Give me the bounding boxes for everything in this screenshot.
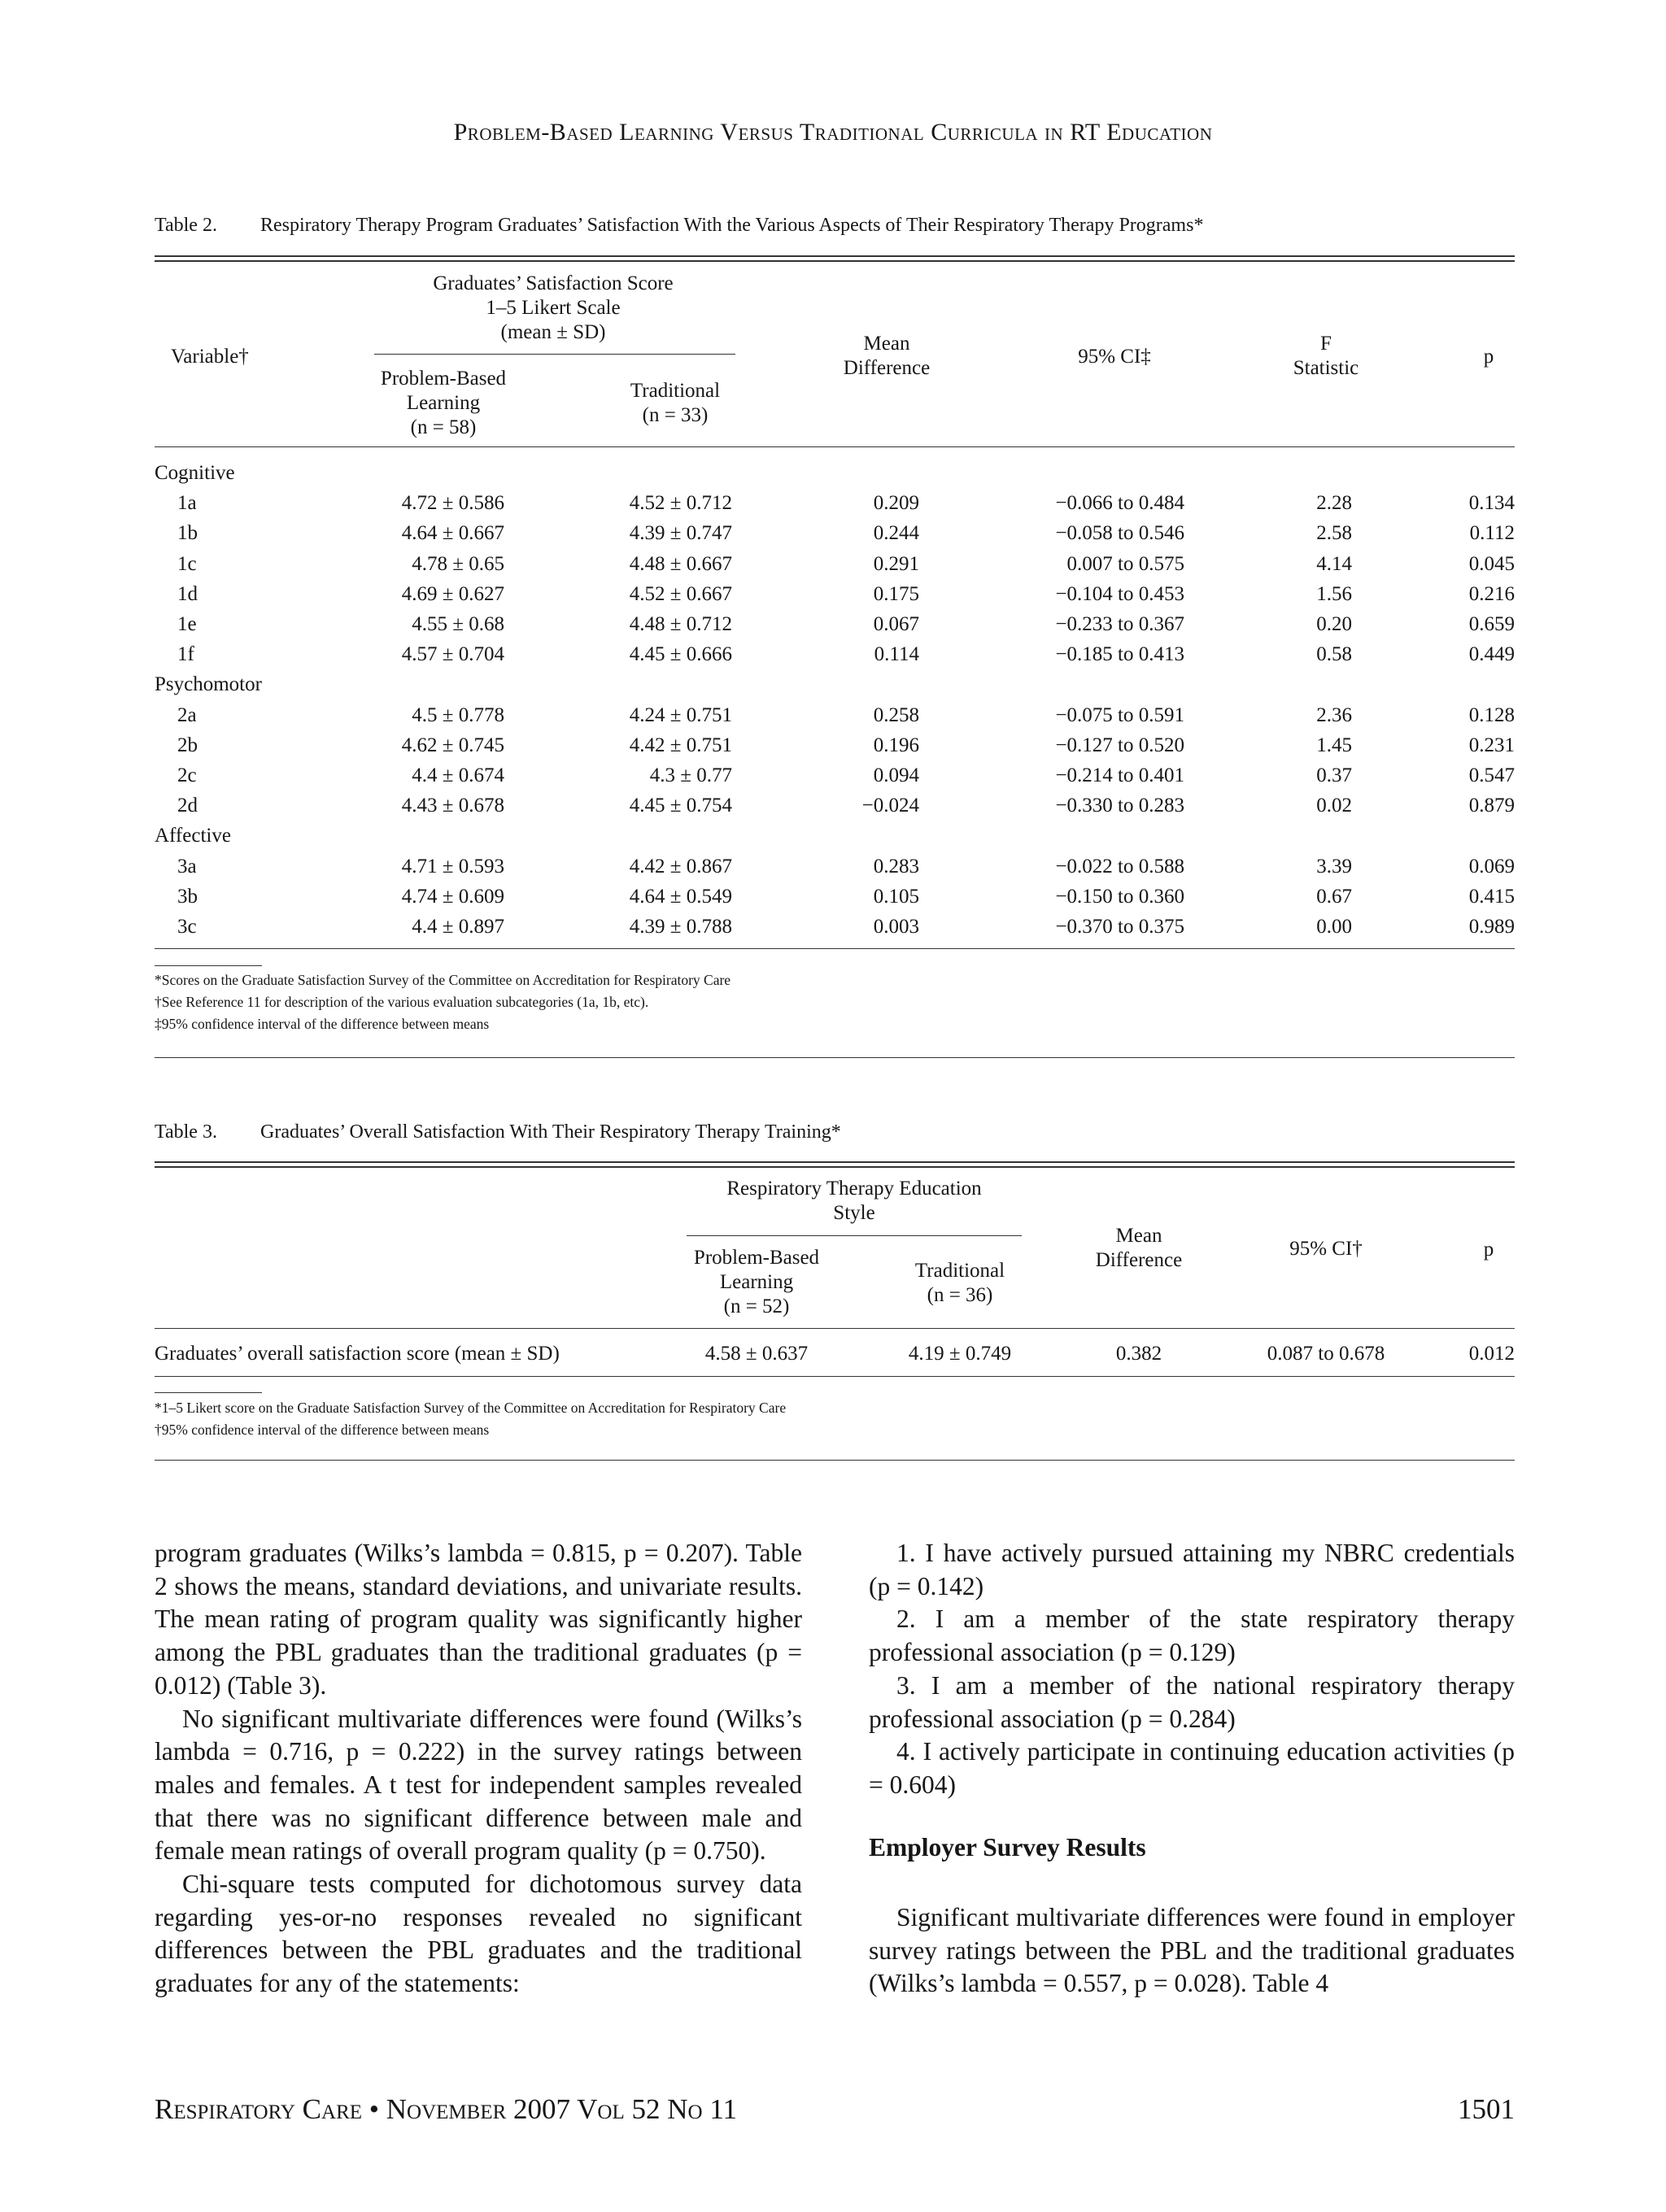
right-column-after xyxy=(869,1901,1515,2001)
table3-number: Table 3. xyxy=(155,1121,217,1143)
table2-cell-p: 0.134 xyxy=(1468,492,1515,515)
table2-cell-f: 1.45 xyxy=(1316,734,1352,756)
table2-cell-trad: 4.3 ± 0.77 xyxy=(649,764,732,786)
table3-col-trad-line2: (n = 36) xyxy=(927,1284,993,1306)
table2-cell-trad: 4.52 ± 0.667 xyxy=(629,582,732,605)
table2-row-label: 3c xyxy=(177,916,197,938)
table2-cell-f: 0.00 xyxy=(1316,916,1352,938)
section-heading: Employer Survey Results xyxy=(869,1833,1146,1861)
page-number: 1501 xyxy=(1458,2093,1515,2125)
table2-cell-trad: 4.39 ± 0.788 xyxy=(629,916,732,938)
table2-cell-pbl: 4.69 ± 0.627 xyxy=(401,582,504,605)
table2-col-trad-line1: Traditional xyxy=(630,380,721,402)
table2-row-label: 2a xyxy=(177,703,197,726)
table3-top-rule-2 xyxy=(155,1166,1515,1168)
table3-col-mean-diff-line1: Mean xyxy=(1115,1225,1162,1247)
table2-row-label: 3b xyxy=(177,885,198,908)
table3-footnote-2: †95% confidence interval of the difference between means xyxy=(155,1422,490,1438)
table3-row-p: 0.012 xyxy=(1468,1343,1515,1365)
table2-cell-trad: 4.45 ± 0.666 xyxy=(629,643,732,666)
table2-cell-pbl: 4.72 ± 0.586 xyxy=(401,492,504,515)
table2-cell-pbl: 4.43 ± 0.678 xyxy=(401,795,504,817)
table2-row-label: 1e xyxy=(177,613,197,635)
table2-cell-p: 0.128 xyxy=(1468,703,1515,726)
table2-cell-p: 0.112 xyxy=(1469,522,1515,545)
table2-number: Table 2. xyxy=(155,215,217,236)
table2-row-label: 1f xyxy=(177,643,194,666)
table2-cell-mean-diff: 0.105 xyxy=(873,885,919,908)
left-paragraph-1: program graduates (Wilks’s lambda = 0.815, p = 0.207). Table 2 shows the means, standard deviations, and univariate results. The mean rating of program quality was significantly higher among the PBL graduates than the traditional graduates (p = 0.012) (Table 3). xyxy=(155,1539,802,1700)
table2-cell-ci: −0.150 to 0.360 xyxy=(1055,885,1184,908)
table2-cell-trad: 4.48 ± 0.712 xyxy=(629,613,732,635)
table2-row-label: 2b xyxy=(177,734,198,756)
table2-cell-f: 4.14 xyxy=(1316,552,1352,575)
table2-cell-mean-diff: 0.244 xyxy=(873,522,919,545)
table2-cell-ci: 0.007 to 0.575 xyxy=(1066,552,1184,575)
table2-row-label: 1c xyxy=(177,552,197,575)
table2-col-mean-diff-line2: Difference xyxy=(843,357,931,379)
table2-row-label: 3a xyxy=(177,855,197,877)
table2-cell-trad: 4.48 ± 0.667 xyxy=(629,552,732,575)
table2-group-header xyxy=(374,272,732,345)
table2-cell-p: 0.069 xyxy=(1468,855,1515,877)
table2-col-pbl-line2: Learning xyxy=(406,392,481,414)
table2-col-trad xyxy=(594,379,757,428)
table2-cell-f: 2.58 xyxy=(1316,522,1352,545)
table2-bottom-rule xyxy=(155,948,1515,949)
table3-caption xyxy=(155,1121,841,1143)
list-item-2: 2. I am a member of the state respiratory therapy professional association (p = 0.129) xyxy=(869,1605,1515,1667)
table2-group-header-line2: 1–5 Likert Scale xyxy=(486,297,621,319)
table2-cell-ci: −0.066 to 0.484 xyxy=(1055,492,1184,515)
table3-col-pbl xyxy=(675,1246,838,1319)
table2-cell-p: 0.045 xyxy=(1468,552,1515,575)
table2-cell-ci: −0.058 to 0.546 xyxy=(1055,522,1184,545)
table2-end-rule xyxy=(155,1057,1515,1058)
table3-group-header-line1: Respiratory Therapy Education xyxy=(726,1178,982,1200)
table2-group-header-line1: Graduates’ Satisfaction Score xyxy=(433,272,674,294)
table2-group-header-line3: (mean ± SD) xyxy=(500,321,606,343)
table2-cell-f: 0.20 xyxy=(1316,613,1352,635)
table3-end-rule xyxy=(155,1460,1515,1461)
table2-cell-f: 0.58 xyxy=(1316,643,1352,666)
table2-col-trad-line2: (n = 33) xyxy=(642,404,709,426)
table2-cell-ci: −0.233 to 0.367 xyxy=(1055,613,1184,635)
table2-caption xyxy=(155,215,1203,237)
table2-cell-p: 0.989 xyxy=(1468,916,1515,938)
table2-cell-mean-diff: 0.258 xyxy=(873,703,919,726)
table2-cell-mean-diff: 0.196 xyxy=(873,734,919,756)
table3-row-trad: 4.19 ± 0.749 xyxy=(908,1343,1012,1365)
journal-footer: Respiratory Care • November 2007 Vol 52 No 11 xyxy=(155,2093,738,2125)
table3-group-header-line2: Style xyxy=(833,1202,875,1224)
table2-row-label: 1d xyxy=(177,582,198,605)
table2-footnote-3: ‡95% confidence interval of the difference between means xyxy=(155,1016,490,1032)
right-paragraph: Significant multivariate differences were found in employer survey ratings between the PBL and the traditional graduates (Wilks’s lambda = 0.557, p = 0.028). Table 4 xyxy=(869,1903,1515,1998)
table2-cell-ci: −0.370 to 0.375 xyxy=(1055,916,1184,938)
table3-footnote-1: *1–5 Likert score on the Graduate Satisfaction Survey of the Committee on Accreditation for Respiratory Care xyxy=(155,1400,787,1416)
table2-footnote-2: †See Reference 11 for description of the various evaluation subcategories (1a, 1b, etc). xyxy=(155,994,649,1010)
table2-cell-mean-diff: 0.283 xyxy=(873,855,919,877)
table2-cell-f: 0.02 xyxy=(1316,795,1352,817)
table2-cell-trad: 4.42 ± 0.867 xyxy=(629,855,732,877)
table2-cell-p: 0.231 xyxy=(1468,734,1515,756)
table3-col-trad-line1: Traditional xyxy=(914,1260,1005,1282)
table2-cell-ci: −0.185 to 0.413 xyxy=(1055,643,1184,666)
running-head: Problem-Based Learning Versus Traditional Curricula in RT Education xyxy=(453,119,1213,146)
left-column xyxy=(155,1537,802,2001)
table2-cell-p: 0.659 xyxy=(1468,613,1515,635)
table2-cell-mean-diff: 0.067 xyxy=(873,613,919,635)
list-item-1: 1. I have actively pursued attaining my NBRC credentials (p = 0.142) xyxy=(869,1539,1515,1600)
table2-cell-ci: −0.214 to 0.401 xyxy=(1055,764,1184,786)
table3-col-pbl-line1: Problem-Based xyxy=(693,1247,820,1269)
table2-col-pbl xyxy=(358,367,529,440)
table3-col-trad xyxy=(879,1259,1041,1308)
table2-cell-f: 0.37 xyxy=(1316,764,1352,786)
table2-cell-trad: 4.42 ± 0.751 xyxy=(629,734,732,756)
table2-cell-pbl: 4.74 ± 0.609 xyxy=(401,885,504,908)
table3-col-mean-diff xyxy=(1058,1224,1220,1273)
table3-col-ci: 95% CI† xyxy=(1289,1238,1363,1260)
table2-group-underline xyxy=(374,354,735,355)
table2-col-variable: Variable† xyxy=(171,346,249,368)
table3-footnote-rule xyxy=(155,1392,262,1393)
table2-header-rule xyxy=(155,446,1515,447)
left-paragraph-3: Chi-square tests computed for dichotomous survey data regarding yes-or-no responses revealed no significant differences between the PBL graduates and the traditional graduates for any of the statements: xyxy=(155,1870,802,1998)
table2-cell-trad: 4.39 ± 0.747 xyxy=(629,522,732,545)
table2-cell-ci: −0.127 to 0.520 xyxy=(1055,734,1184,756)
table2-group-label: Cognitive xyxy=(155,462,235,484)
left-paragraph-2: No significant multivariate differences were found (Wilks’s lambda = 0.716, p = 0.222) in the survey ratings between males and females. A t test for independent samples revealed that there was no significant difference between male and female mean ratings of overall program quality (p = 0.750). xyxy=(155,1704,802,1866)
table2-col-f-line2: Statistic xyxy=(1293,357,1359,379)
table2-footnote-rule xyxy=(155,965,262,966)
table2-cell-ci: −0.022 to 0.588 xyxy=(1055,855,1184,877)
table2-cell-p: 0.449 xyxy=(1468,643,1515,666)
list-item-4: 4. I actively participate in continuing education activities (p = 0.604) xyxy=(869,1737,1515,1799)
table2-cell-pbl: 4.4 ± 0.674 xyxy=(412,764,504,786)
table2-cell-f: 0.67 xyxy=(1316,885,1352,908)
table2-cell-trad: 4.52 ± 0.712 xyxy=(629,492,732,515)
table2-col-mean-diff-line1: Mean xyxy=(863,333,910,355)
table2-cell-pbl: 4.57 ± 0.704 xyxy=(401,643,504,666)
table2-cell-f: 2.36 xyxy=(1316,703,1352,726)
table2-cell-pbl: 4.5 ± 0.778 xyxy=(412,703,504,726)
table3-row-mean-diff: 0.382 xyxy=(1115,1343,1162,1365)
table2-top-rule-2 xyxy=(155,260,1515,262)
table2-cell-ci: −0.104 to 0.453 xyxy=(1055,582,1184,605)
table3-col-p: p xyxy=(1483,1239,1494,1261)
table3-title: Graduates’ Overall Satisfaction With Their Respiratory Therapy Training* xyxy=(260,1121,841,1143)
table2-cell-mean-diff: 0.003 xyxy=(873,916,919,938)
table2-cell-p: 0.415 xyxy=(1468,885,1515,908)
table2-cell-pbl: 4.71 ± 0.593 xyxy=(401,855,504,877)
table3-group-header xyxy=(683,1177,1025,1226)
table2-cell-trad: 4.45 ± 0.754 xyxy=(629,795,732,817)
table3-row-ci: 0.087 to 0.678 xyxy=(1267,1343,1385,1365)
table2-cell-p: 0.216 xyxy=(1468,582,1515,605)
table2-row-label: 2c xyxy=(177,764,197,786)
table2-cell-f: 1.56 xyxy=(1316,582,1352,605)
table2-cell-f: 3.39 xyxy=(1316,855,1352,877)
table2-cell-ci: −0.075 to 0.591 xyxy=(1055,703,1184,726)
table2-group-label: Affective xyxy=(155,825,231,847)
table3-bottom-rule xyxy=(155,1376,1515,1377)
table2-cell-ci: −0.330 to 0.283 xyxy=(1055,795,1184,817)
table2-row-label: 1a xyxy=(177,492,197,515)
table2-cell-mean-diff: 0.175 xyxy=(873,582,919,605)
table2-cell-mean-diff: 0.291 xyxy=(873,552,919,575)
table2-col-ci: 95% CI‡ xyxy=(1078,346,1151,368)
table2-row-label: 2d xyxy=(177,795,198,817)
table2-footnote-1: *Scores on the Graduate Satisfaction Survey of the Committee on Accreditation for Respiratory Care xyxy=(155,972,731,988)
table2-cell-pbl: 4.78 ± 0.65 xyxy=(412,552,504,575)
table3-col-pbl-line3: (n = 52) xyxy=(723,1295,790,1317)
table3-header-rule xyxy=(155,1328,1515,1329)
table2-cell-pbl: 4.4 ± 0.897 xyxy=(412,916,504,938)
table3-row-label: Graduates’ overall satisfaction score (mean ± SD) xyxy=(155,1343,560,1365)
table3-col-mean-diff-line2: Difference xyxy=(1095,1249,1183,1271)
table2-cell-mean-diff: 0.209 xyxy=(873,492,919,515)
table3-col-pbl-line2: Learning xyxy=(719,1271,794,1293)
table3-group-underline xyxy=(687,1235,1022,1236)
table2-cell-f: 2.28 xyxy=(1316,492,1352,515)
table2-cell-p: 0.547 xyxy=(1468,764,1515,786)
table2-col-pbl-line3: (n = 58) xyxy=(410,416,477,438)
table2-col-f-line1: F xyxy=(1320,333,1332,355)
table2-cell-pbl: 4.55 ± 0.68 xyxy=(412,613,504,635)
table2-row-label: 1b xyxy=(177,522,198,545)
table3-row-pbl: 4.58 ± 0.637 xyxy=(704,1343,809,1365)
table2-cell-mean-diff: 0.114 xyxy=(874,643,919,666)
table2-top-rule xyxy=(155,255,1515,257)
table2-col-f xyxy=(1245,332,1407,381)
table3-top-rule xyxy=(155,1161,1515,1163)
table2-cell-trad: 4.64 ± 0.549 xyxy=(629,885,732,908)
table2-cell-mean-diff: −0.024 xyxy=(861,795,919,817)
table2-group-label: Psychomotor xyxy=(155,673,262,696)
table2-col-mean-diff xyxy=(805,332,968,381)
table2-cell-trad: 4.24 ± 0.751 xyxy=(629,703,732,726)
table2-cell-pbl: 4.64 ± 0.667 xyxy=(401,522,504,545)
table2-title: Respiratory Therapy Program Graduates’ Satisfaction With the Various Aspects of Their Respiratory Therapy Programs* xyxy=(260,215,1204,236)
table2-cell-p: 0.879 xyxy=(1468,795,1515,817)
list-item-3: 3. I am a member of the national respiratory therapy professional association (p = 0.284) xyxy=(869,1670,1515,1733)
table2-col-p: p xyxy=(1483,346,1494,368)
right-column-list xyxy=(869,1537,1515,1802)
table2-col-pbl-line1: Problem-Based xyxy=(380,368,507,390)
table2-cell-pbl: 4.62 ± 0.745 xyxy=(401,734,504,756)
table2-cell-mean-diff: 0.094 xyxy=(873,764,919,786)
